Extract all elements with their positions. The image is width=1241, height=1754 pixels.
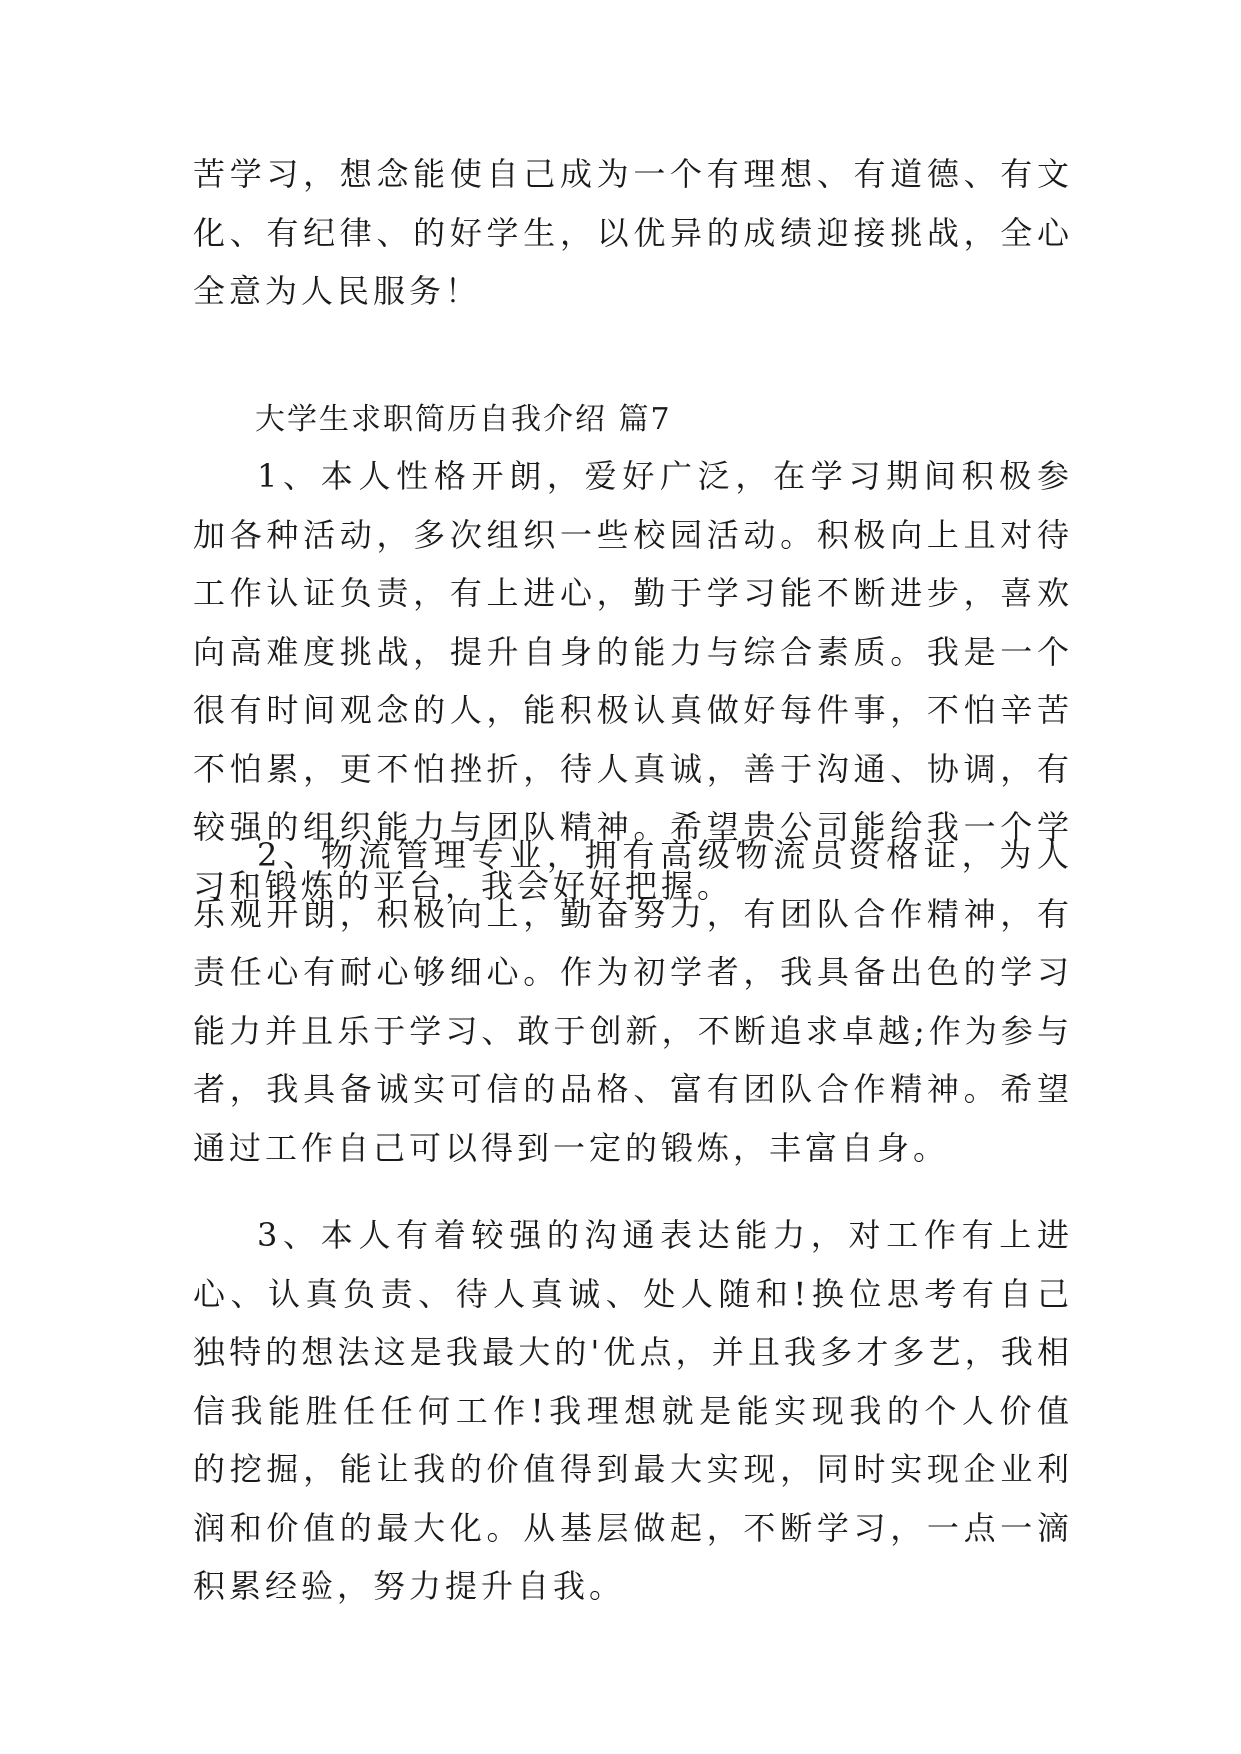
paragraph-2: 2、物流管理专业，拥有高级物流员资格证，为人乐观开朗，积极向上，勤奋努力，有团队合作精神，有责任心有耐心够细心。作为初学者，我具备出色的学习能力并且乐于学习、敢于创新，不断追求卓越;作为参与者，我具备诚实可信的品格、富有团队合作精神。希望通过工作自己可以得到一定的锻炼，丰富自身。 xyxy=(193,836,1073,1167)
section-heading: 大学生求职简历自我介绍 篇7 xyxy=(255,402,672,437)
intro-continuation-paragraph: 苦学习，想念能使自己成为一个有理想、有道德、有文化、有纪律、的好学生，以优异的成绩迎接挑战，全心全意为人民服务！ xyxy=(193,155,1073,310)
paragraph-1: 1、本人性格开朗，爱好广泛，在学习期间积极参加各种活动，多次组织一些校园活动。积极向上且对待工作认证负责，有上进心，勤于学习能不断进步，喜欢向高难度挑战，提升自身的能力与综合素质。我是一个很有时间观念的人，能积极认真做好每件事，不怕辛苦不怕累，更不怕挫折，待人真诚，善于沟通、协调，有较强的组织能力与团队精神。希望贵公司能给我一个学习和锻炼的平台，我会好好把握。 xyxy=(193,457,1073,905)
paragraph-3: 3、本人有着较强的沟通表达能力，对工作有上进心、认真负责、待人真诚、处人随和!换位思考有自己独特的想法这是我最大的'优点，并且我多才多艺，我相信我能胜任任何工作!我理想就是能实现我的个人价值的挖掘，能让我的价值得到最大实现，同时实现企业利润和价值的最大化。从基层做起，不断学习，一点一滴积累经验，努力提升自我。 xyxy=(193,1216,1073,1605)
